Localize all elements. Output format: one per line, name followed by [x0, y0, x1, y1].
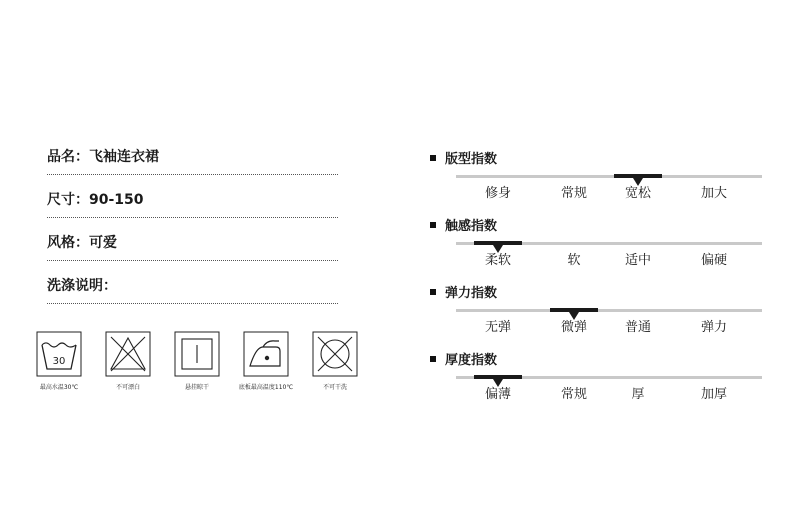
- product-style: 风格：可爱: [47, 235, 117, 251]
- wash-instructions-heading: 洗涤说明：: [47, 278, 117, 294]
- scale-title: [430, 353, 497, 369]
- care-symbol-no-bleach: [93, 331, 163, 392]
- dotted-divider: [47, 217, 338, 218]
- scale-option: 加厚: [700, 387, 727, 402]
- scale-option: 弹力: [700, 320, 727, 335]
- product-style-row: [47, 233, 338, 255]
- scale-option: 普通: [624, 320, 651, 335]
- scale-option: 无弹: [484, 320, 511, 335]
- scale-title-text: 版型指数: [445, 152, 498, 167]
- wash-30-icon: [36, 331, 82, 377]
- bullet-square-icon: [430, 155, 436, 161]
- scale-option: 偏薄: [484, 387, 511, 402]
- hang-dry-icon: [174, 331, 220, 377]
- care-label: 底板最高温度110℃: [238, 384, 294, 391]
- scale-title: [430, 219, 497, 235]
- scale-option: 微弹: [560, 320, 587, 335]
- care-label: 悬挂晾干: [184, 384, 209, 391]
- bullet-square-icon: [430, 289, 436, 295]
- wash-temp-label: 30: [52, 356, 66, 367]
- scale-option: 加大: [700, 186, 727, 201]
- no-bleach-icon: [105, 331, 151, 377]
- scale-option: 适中: [624, 253, 651, 268]
- scale-option: 软: [567, 253, 581, 268]
- scale-track: [456, 309, 762, 312]
- scale-track: [456, 376, 762, 379]
- care-label: 不可干洗: [322, 384, 347, 391]
- scale-title-text: 弹力指数: [445, 286, 498, 301]
- product-size: 尺寸：90-150: [47, 192, 144, 208]
- product-name-row: [47, 147, 338, 169]
- care-label: 最高水温30℃: [39, 384, 79, 391]
- iron-low-icon: [243, 331, 289, 377]
- scale-option: 厚: [631, 387, 645, 402]
- wash-instructions-row: [47, 276, 338, 298]
- scale-option: 常规: [560, 186, 587, 201]
- scale-pointer-icon: [493, 245, 503, 253]
- care-symbol-iron: [231, 331, 301, 392]
- no-dry-clean-icon: [312, 331, 358, 377]
- bullet-square-icon: [430, 356, 436, 362]
- scale-title-text: 触感指数: [445, 219, 498, 234]
- care-label: 不可漂白: [115, 384, 140, 391]
- scale-track: [456, 175, 762, 178]
- bullet-square-icon: [430, 222, 436, 228]
- scale-title: [430, 286, 497, 302]
- scale-track: [456, 242, 762, 245]
- care-symbol-hang-dry: [162, 331, 232, 392]
- dotted-divider: [47, 303, 338, 304]
- care-symbol-wash: [24, 331, 94, 392]
- scale-pointer-icon: [493, 379, 503, 387]
- scale-pointer-icon: [569, 312, 579, 320]
- product-name: 品名：飞袖连衣裙: [47, 149, 159, 165]
- scale-title: [430, 152, 497, 168]
- scale-option: 偏硬: [700, 253, 727, 268]
- scale-option: 柔软: [484, 253, 511, 268]
- scale-option: 修身: [484, 186, 511, 201]
- scale-pointer-icon: [633, 178, 643, 186]
- scale-option: 常规: [560, 387, 587, 402]
- dotted-divider: [47, 174, 338, 175]
- care-symbol-no-dry-clean: [300, 331, 370, 392]
- scale-option: 宽松: [624, 186, 651, 201]
- dotted-divider: [47, 260, 338, 261]
- product-size-row: [47, 190, 338, 212]
- scale-title-text: 厚度指数: [445, 353, 498, 368]
